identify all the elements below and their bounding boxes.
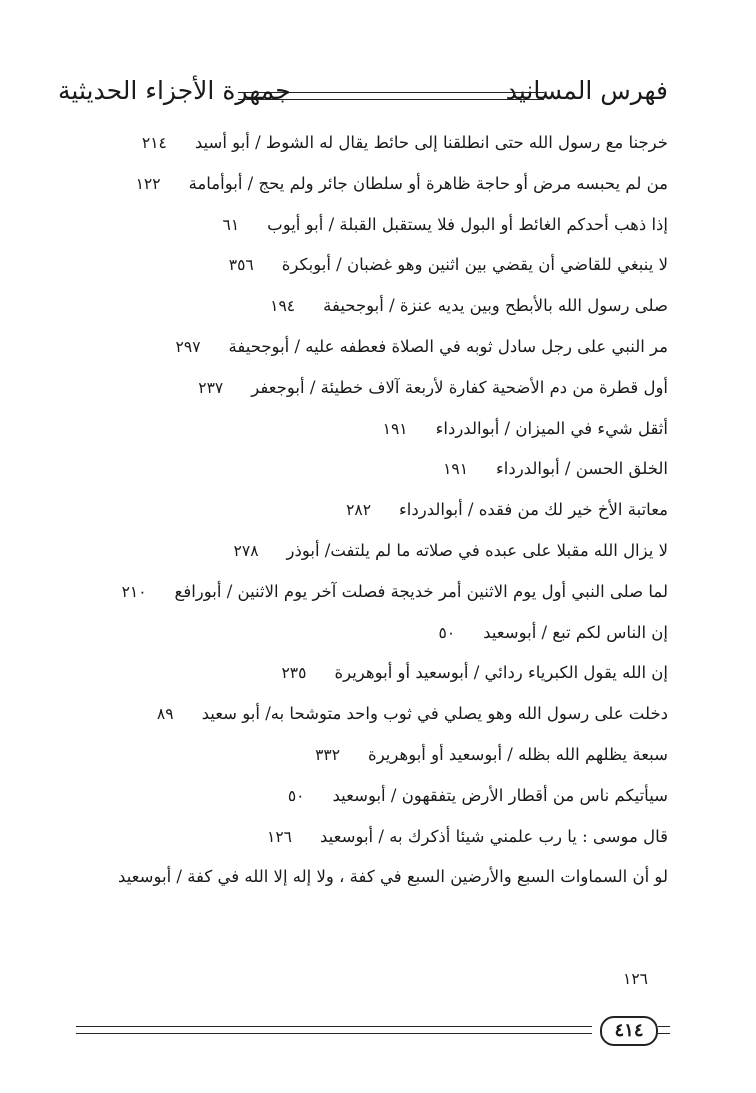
entry-text: إن الله يقول الكبرياء ردائي / أبوسعيد أو أبوهريرة	[334, 663, 668, 683]
footer-rule-left	[76, 1026, 592, 1034]
index-entry	[58, 205, 668, 246]
entry-text: الخلق الحسن / أبوالدرداء	[496, 459, 668, 479]
index-entry	[58, 286, 668, 327]
entry-text: أثقل شيء في الميزان / أبوالدرداء	[435, 418, 668, 438]
entry-page: ٦١	[222, 215, 240, 234]
entry-page: ١٩٤	[270, 297, 296, 316]
entry-page: ٢١٤	[141, 134, 167, 152]
index-entry	[58, 409, 668, 450]
index-entry	[58, 857, 668, 898]
index-entry	[58, 735, 668, 776]
index-entry	[58, 327, 668, 368]
entry-page: ١٢٢	[135, 174, 161, 193]
index-entry	[58, 245, 668, 286]
index-entries	[58, 123, 668, 898]
entry-text: لما صلى النبي أول يوم الاثنين أمر خديجة فصلت آخر يوم الاثنين / أبورافع	[174, 581, 668, 601]
entry-text: مر النبي على رجل سادل ثوبه في الصلاة فعطفه عليه / أبوجحيفة	[228, 336, 668, 356]
index-entry	[58, 572, 668, 613]
index-entry	[58, 694, 668, 735]
entry-page: ٣٣٢	[315, 745, 341, 764]
entry-page: ٢٩٧	[175, 337, 201, 356]
entry-text: لا يزال الله مقبلا على عبده في صلاته ما لم يلتفت/ أبوذر	[286, 540, 668, 560]
entry-text: لو أن السماوات السبع والأرضين السبع في كفة ، ولا إله إلا الله في كفة / أبوسعيد	[118, 867, 668, 887]
entry-text: أول قطرة من دم الأضحية كفارة لأربعة آلاف خطيئة / أبوجعفر	[251, 377, 668, 397]
book-title: جمهرة الأجزاء الحديثية	[58, 76, 291, 105]
index-entry	[58, 368, 668, 409]
entry-page-continued: ١٢٦	[623, 970, 648, 988]
index-entry	[58, 490, 668, 531]
entry-page: ٥٠	[287, 786, 305, 805]
entry-page: ٢٧٨	[233, 541, 259, 560]
index-entry	[58, 613, 668, 654]
entry-page: ٨٩	[156, 705, 174, 724]
entry-text: خرجنا مع رسول الله حتى انطلقنا إلى حائط يقال له الشوط / أبو أسيد	[194, 133, 668, 152]
index-entry	[58, 653, 668, 694]
entry-page: ١٢٦	[267, 827, 293, 846]
index-entry	[58, 164, 668, 205]
page-number: ٤١٤	[600, 1016, 658, 1046]
entry-page: ١٩١	[382, 419, 408, 438]
running-header	[58, 72, 668, 116]
entry-page: ١٩١	[443, 460, 469, 479]
entry-text: سيأتيكم ناس من أقطار الأرض يتفقهون / أبوسعيد	[332, 785, 668, 805]
entry-page: ٢٣٥	[281, 664, 307, 683]
entry-text: صلى رسول الله بالأبطح وبين يديه عنزة / أبوجحيفة	[323, 296, 668, 316]
index-entry	[58, 531, 668, 572]
entry-text: إن الناس لكم تبع / أبوسعيد	[483, 622, 668, 642]
section-title: فهرس المسانيد	[505, 76, 668, 105]
entry-text: من لم يحبسه مرض أو حاجة ظاهرة أو سلطان جائر ولم يحج / أبوأمامة	[188, 173, 668, 193]
entry-text: لا ينبغي للقاضي أن يقضي بين اثنين وهو غضبان / أبوبكرة	[281, 255, 668, 275]
entry-text: قال موسى : يا رب علمني شيئا أذكرك به / أبوسعيد	[320, 826, 668, 846]
entry-text: سبعة يظلهم الله بظله / أبوسعيد أو أبوهريرة	[368, 744, 668, 764]
entry-page: ٢٣٧	[198, 378, 224, 397]
entry-text: إذا ذهب أحدكم الغائط أو البول فلا يستقبل القبلة / أبو أيوب	[267, 214, 668, 234]
entry-page: ٢٨٢	[346, 501, 372, 520]
page-footer	[76, 1014, 670, 1048]
entry-text: معاتبة الأخ خير لك من فقده / أبوالدرداء	[399, 500, 668, 520]
index-entry	[58, 817, 668, 858]
entry-page: ٣٥٦	[228, 256, 254, 275]
footer-rule-right	[658, 1026, 670, 1034]
entry-text: دخلت على رسول الله وهو يصلي في ثوب واحد متوشحا به/ أبو سعيد	[201, 704, 668, 724]
entry-page: ٢١٠	[121, 582, 147, 601]
index-entry	[58, 776, 668, 817]
index-entry	[58, 123, 668, 164]
entry-page: ٥٠	[438, 623, 456, 642]
index-entry	[58, 449, 668, 490]
